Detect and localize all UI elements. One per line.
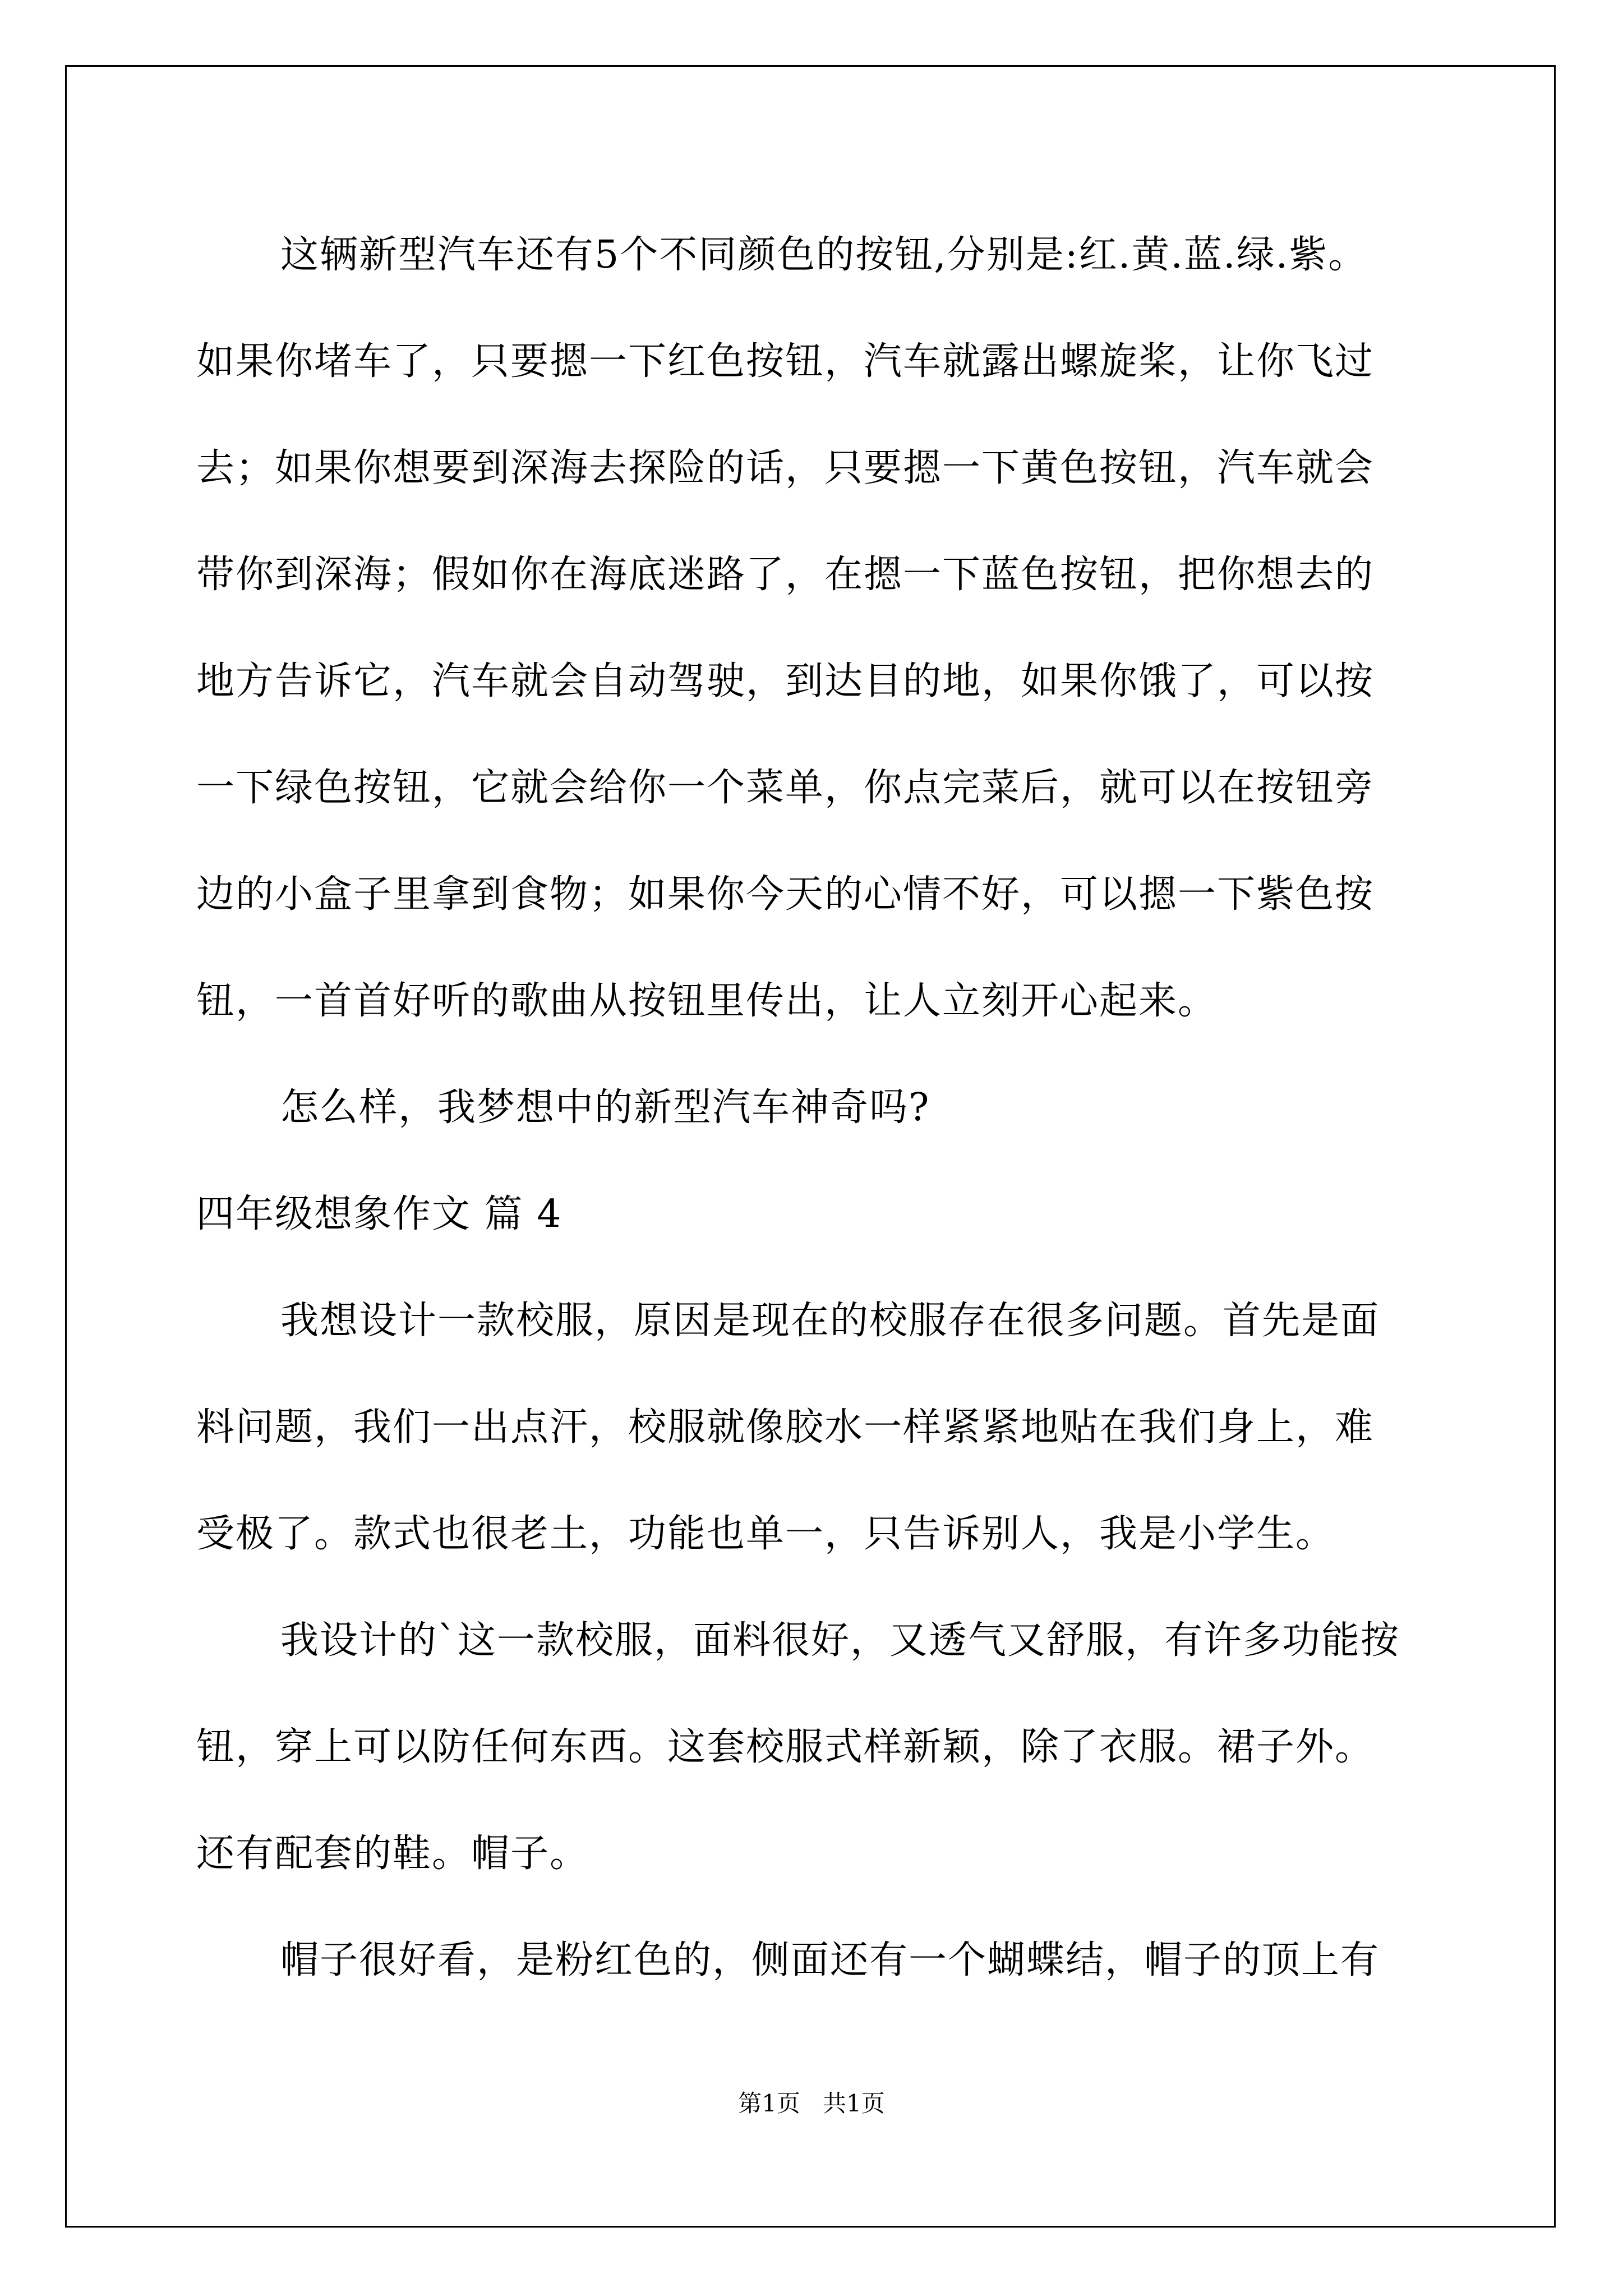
paragraph-line: 这辆新型汽车还有5个不同颜色的按钮,分别是:红.黄.蓝.绿.紫。 (280, 233, 1368, 277)
paragraph-line: 受极了。款式也很老土，功能也单一，只告诉别人，我是小学生。 (196, 1512, 1335, 1556)
document-body (196, 202, 1430, 2014)
paragraph-line: 带你到深海；假如你在海底迷路了，在摁一下蓝色按钮，把你想去的 (196, 553, 1375, 597)
paragraph-line: 一下绿色按钮，它就会给你一个菜单，你点完菜后，就可以在按钮旁 (196, 766, 1375, 810)
paragraph-line: 如果你堵车了，只要摁一下红色按钮，汽车就露出螺旋桨，让你飞过 (196, 339, 1375, 384)
paragraph-line: 料问题，我们一出点汗，校服就像胶水一样紧紧地贴在我们身上，难 (196, 1405, 1375, 1450)
paragraph-line: 帽子很好看，是粉红色的，侧面还有一个蝴蝶结，帽子的顶上有 (280, 1938, 1380, 1982)
page-footer: 第1页 共1页 (738, 2090, 885, 2117)
paragraph-line: 我想设计一款校服，原因是现在的校服存在很多问题。首先是面 (280, 1299, 1380, 1343)
paragraph-line: 还有配套的鞋。帽子。 (196, 1832, 589, 1876)
section-heading: 四年级想象作文 篇 4 (196, 1192, 562, 1236)
paragraph-line: 钮，一首首好听的歌曲从按钮里传出，让人立刻开心起来。 (196, 979, 1218, 1023)
paragraph-line: 我设计的`这一款校服，面料很好，又透气又舒服，有许多功能按 (280, 1618, 1400, 1663)
paragraph-line: 边的小盒子里拿到食物；如果你今天的心情不好，可以摁一下紫色按 (196, 872, 1375, 917)
paragraph-line: 怎么样，我梦想中的新型汽车神奇吗? (280, 1085, 930, 1130)
paragraph-line: 去；如果你想要到深海去探险的话，只要摁一下黄色按钮，汽车就会 (196, 446, 1375, 490)
paragraph-line: 钮，穿上可以防任何东西。这套校服式样新颖，除了衣服。裙子外。 (196, 1725, 1375, 1769)
paragraph-line: 地方告诉它，汽车就会自动驾驶，到达目的地，如果你饿了，可以按 (196, 659, 1375, 703)
